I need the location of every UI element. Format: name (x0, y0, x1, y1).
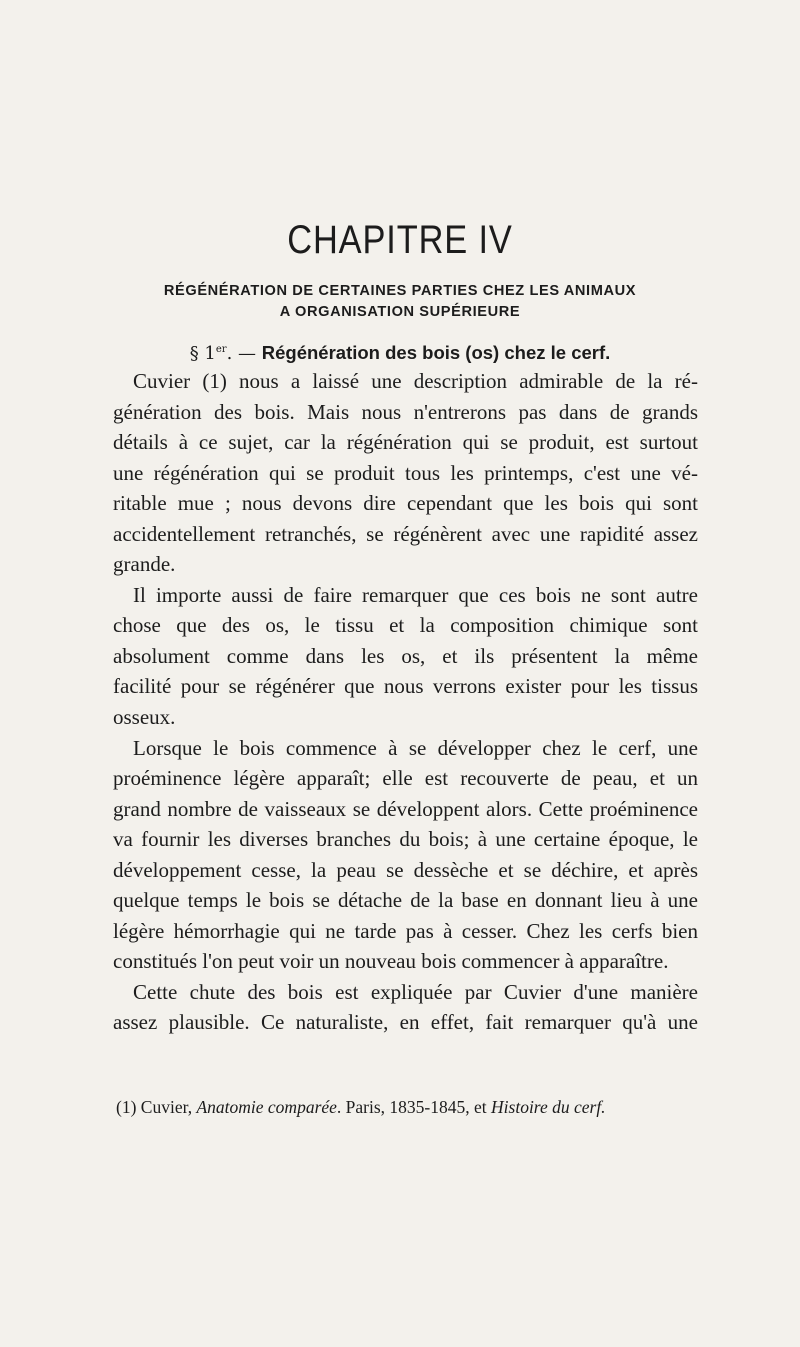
chapter-title: CHAPITRE IV (287, 218, 513, 262)
body-line: détails à ce sujet, car la régénération qui se produit, est surtout (113, 430, 698, 455)
body-line: osseux. (113, 705, 176, 730)
body-line: facilité pour se régénérer que nous verrons exister pour les tissus (113, 674, 698, 699)
footnote-title2: Histoire du cerf. (491, 1097, 606, 1117)
body-line: légère hémorrhagie qui ne tarde pas à cesser. Chez les cerfs bien (113, 918, 698, 943)
body-line: va fournir les diverses branches du bois; à une certaine époque, le (113, 827, 698, 852)
footnote-prefix: (1) Cuvier, (116, 1097, 197, 1117)
body-line: grand nombre de vaisseaux se développent alors. Cette proéminence (113, 796, 698, 821)
section-heading-line-1: RÉGÉNÉRATION DE CERTAINES PARTIES CHEZ LES ANIMAUX (163, 283, 637, 299)
body-line: une régénération qui se produit tous les printemps, c'est une vé- (113, 460, 698, 485)
body-line: génération des bois. Mais nous n'entrerons pas dans de grands (113, 399, 698, 424)
subsection-number: § 1 (189, 343, 216, 364)
footnote-title: Anatomie comparée (196, 1097, 337, 1117)
footnote (116, 1097, 736, 1118)
body-line: développement cesse, la peau se dessèche et se déchire, et après (113, 857, 698, 882)
body-line: grande. (113, 552, 176, 577)
body-line: Il importe aussi de faire remarquer que ces bois ne sont autre (133, 582, 698, 607)
body-line: Cette chute des bois est expliquée par Cuvier d'une manière (133, 979, 698, 1004)
body-line: Cuvier (1) nous a laissé une description admirable de la ré- (133, 369, 698, 393)
body-line: constitués l'on peut voir un nouveau bois commencer à apparaître. (113, 949, 669, 974)
body-line: absolument comme dans les os, et ils présentent la même (113, 643, 698, 668)
body-line: Lorsque le bois commence à se développer chez le cerf, une (133, 735, 698, 760)
body-line: assez plausible. Ce naturaliste, en effet, fait remarquer qu'à une (113, 1010, 698, 1035)
body-line: quelque temps le bois se détache de la base en donnant lieu à une (113, 888, 698, 913)
footnote-middle: . Paris, 1835-1845, et (336, 1097, 492, 1117)
section-heading-line-2: A ORGANISATION SUPÉRIEURE (279, 304, 521, 320)
subsection-title (0, 342, 800, 364)
subsection-number-sup: er (215, 344, 227, 355)
body-line: accidentellement retranchés, se régénèrent avec une rapidité assez (113, 521, 698, 546)
subsection-dash: . — (226, 343, 262, 364)
body-line: chose que des os, le tissu et la composition chimique sont (113, 613, 698, 638)
body-text (113, 366, 698, 1038)
body-line: ritable mue ; nous devons dire cependant que les bois qui sont (113, 491, 698, 516)
subsection-title-text: Régénération des bois (os) chez le cerf. (261, 342, 611, 363)
body-line: proéminence légère apparaît; elle est recouverte de peau, et un (113, 766, 698, 791)
